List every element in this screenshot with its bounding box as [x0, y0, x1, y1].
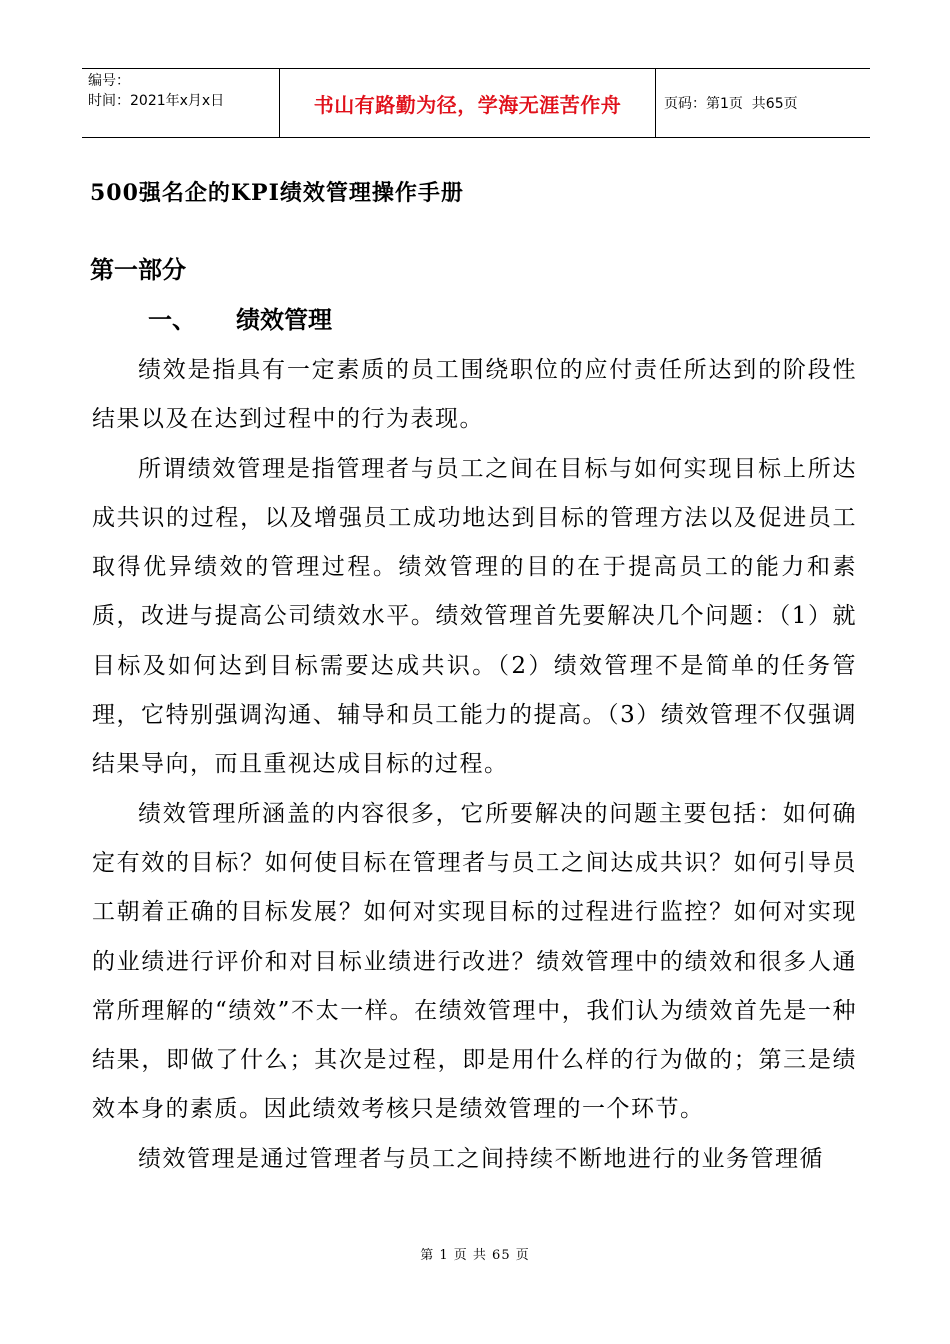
- date-label: 时间：2021年x月x日: [88, 93, 225, 109]
- section-number: 一、: [148, 305, 196, 334]
- header-motto: [280, 69, 656, 137]
- motto-text: 书山有路勤为径，学海无涯苦作舟: [313, 92, 622, 117]
- page-footer: [0, 1244, 950, 1263]
- page-header: [82, 68, 870, 138]
- document-title: 500强名企的KPI绩效管理操作手册: [90, 180, 464, 206]
- footer-page-number: 第 1 页 共 65 页: [420, 1248, 530, 1263]
- document-body: [92, 346, 857, 1184]
- paragraph: 所谓绩效管理是指管理者与员工之间在目标与如何实现目标上所达成共识的过程，以及增强员工成功地达到目标的管理方法以及促进员工取得优异绩效的管理过程。绩效管理的目的在于提高员工的能力和素质，改进与提高公司绩效水平。绩效管理首先要解决几个问题：（1）就目标及如何达到目标需要达成共识。（2）绩效管理不是简单的任务管理，它特别强调沟通、辅导和员工能力的提高。（3）绩效管理不仅强调结果导向，而且重视达成目标的过程。: [92, 455, 857, 778]
- part-heading: 第一部分: [90, 255, 186, 284]
- paragraph: 绩效管理所涵盖的内容很多，它所要解决的问题主要包括：如何确定有效的目标？如何使目标在管理者与员工之间达成共识？如何引导员工朝着正确的目标发展？如何对实现目标的过程进行监控？如何对实现的业绩进行评价和对目标业绩进行改进？绩效管理中的绩效和很多人通常所理解的“绩效”不太一样。在绩效管理中，我们认为绩效首先是一种结果，即做了什么；其次是过程，即是用什么样的行为做的；第三是绩效本身的素质。因此绩效考核只是绩效管理的一个环节。: [92, 800, 857, 1123]
- paragraph: 绩效管理是通过管理者与员工之间持续不断地进行的业务管理循: [138, 1145, 824, 1172]
- section-title: 绩效管理: [236, 305, 332, 334]
- header-meta: [82, 69, 280, 137]
- paragraph: 绩效是指具有一定素质的员工围绕职位的应付责任所达到的阶段性结果以及在达到过程中的行为表现。: [92, 357, 857, 433]
- serial-number-label: 编号：: [88, 73, 130, 89]
- header-page-info: [656, 69, 870, 137]
- page-info-text: 页码：第1页 共65页: [664, 96, 798, 112]
- section-heading: [148, 300, 332, 335]
